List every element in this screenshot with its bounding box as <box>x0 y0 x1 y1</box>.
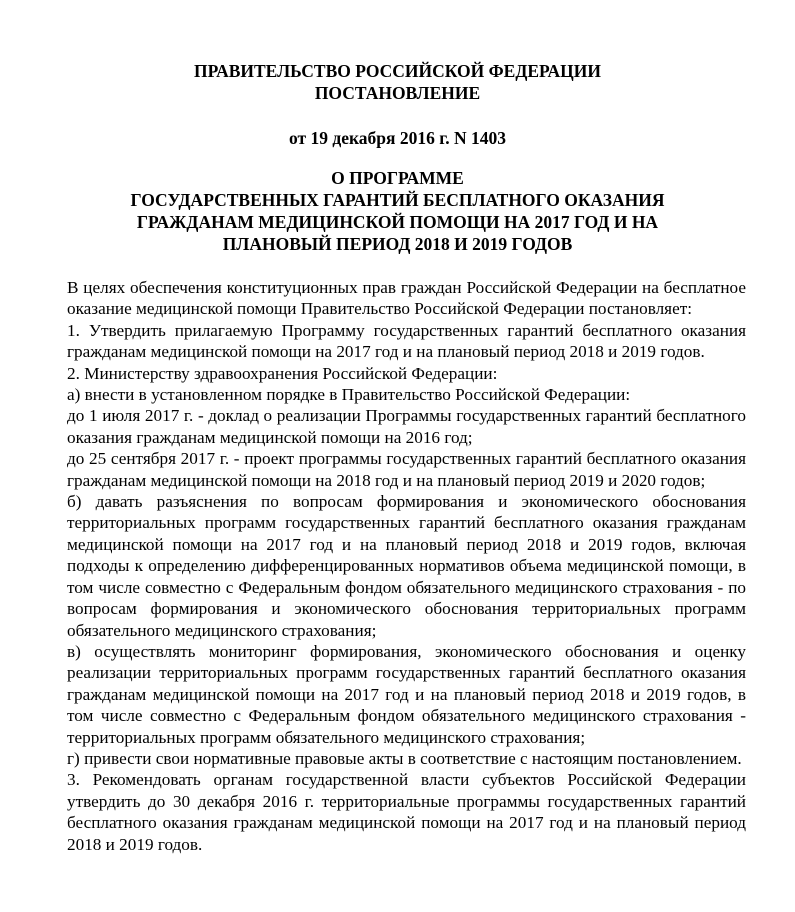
clause-2b-paragraph: б) давать разъяснения по вопросам формирования и экономического обоснования территориальных программ государственных гарантий бесплатного оказания гражданам медицинской помощи на 2017 год и на плановый период 2018 и 2019 годов, включая подходы к определению дифференцированных нормативов объема медицинской помощи, в том числе совместно с Федеральным фондом обязательного медицинского страхования - по вопросам формирования и экономического обоснования территориальных программ обязательного медицинского страхования; <box>67 492 746 640</box>
document-body <box>67 277 746 855</box>
clause-2a-item-1-paragraph: до 1 июля 2017 г. - доклад о реализации Программы государственных гарантий бесплатного оказания гражданам медицинской помощи на 2016 год; <box>67 406 746 447</box>
clause-3-paragraph: 3. Рекомендовать органам государственной власти субъектов Российской Федерации утвердить до 30 декабря 2016 г. территориальные программы государственных гарантий бесплатного оказания гражданам медицинской помощи на 2017 год и на плановый период 2018 и 2019 годов. <box>67 770 746 854</box>
title-line-4: ПЛАНОВЫЙ ПЕРИОД 2018 И 2019 ГОДОВ <box>222 234 573 254</box>
title-line-1: О ПРОГРАММЕ <box>331 168 464 188</box>
title-line-3: ГРАЖДАНАМ МЕДИЦИНСКОЙ ПОМОЩИ НА 2017 ГОД И НА <box>136 212 659 232</box>
clause-2-paragraph: 2. Министерству здравоохранения Российской Федерации: <box>67 363 498 383</box>
clause-2v-paragraph: в) осуществлять мониторинг формирования, экономического обоснования и оценку реализации территориальных программ государственных гарантий бесплатного оказания гражданам медицинской помощи на 2017 год и на плановый период 2018 и 2019 годов, в том числе совместно с Федеральным фондом обязательного медицинского страхования - территориальных программ обязательного медицинского страхования; <box>67 641 746 747</box>
government-heading: ПРАВИТЕЛЬСТВО РОССИЙСКОЙ ФЕДЕРАЦИИ <box>194 61 601 81</box>
document-type-heading: ПОСТАНОВЛЕНИЕ <box>314 83 481 103</box>
clause-1-paragraph: 1. Утвердить прилагаемую Программу государственных гарантий бесплатного оказания гражданам медицинской помощи на 2017 год и на плановый период 2018 и 2019 годов. <box>67 320 746 362</box>
clause-2g-paragraph: г) привести свои нормативные правовые акты в соответствие с настоящим постановлением. <box>67 748 742 768</box>
clause-2a-paragraph: а) внести в установленном порядке в Правительство Российской Федерации: <box>67 385 631 405</box>
title-line-2: ГОСУДАРСТВЕННЫХ ГАРАНТИЙ БЕСПЛАТНОГО ОКАЗАНИЯ <box>130 190 665 210</box>
preamble-paragraph: В целях обеспечения конституционных прав граждан Российской Федерации на бесплатное оказание медицинской помощи Правительство Российской Федерации постановляет: <box>67 278 746 319</box>
date-number-line: от 19 декабря 2016 г. N 1403 <box>289 128 506 148</box>
clause-2a-item-2-paragraph: до 25 сентября 2017 г. - проект программы государственных гарантий бесплатного оказания гражданам медицинской помощи на 2018 год и на плановый период 2019 и 2020 годов; <box>67 449 746 490</box>
